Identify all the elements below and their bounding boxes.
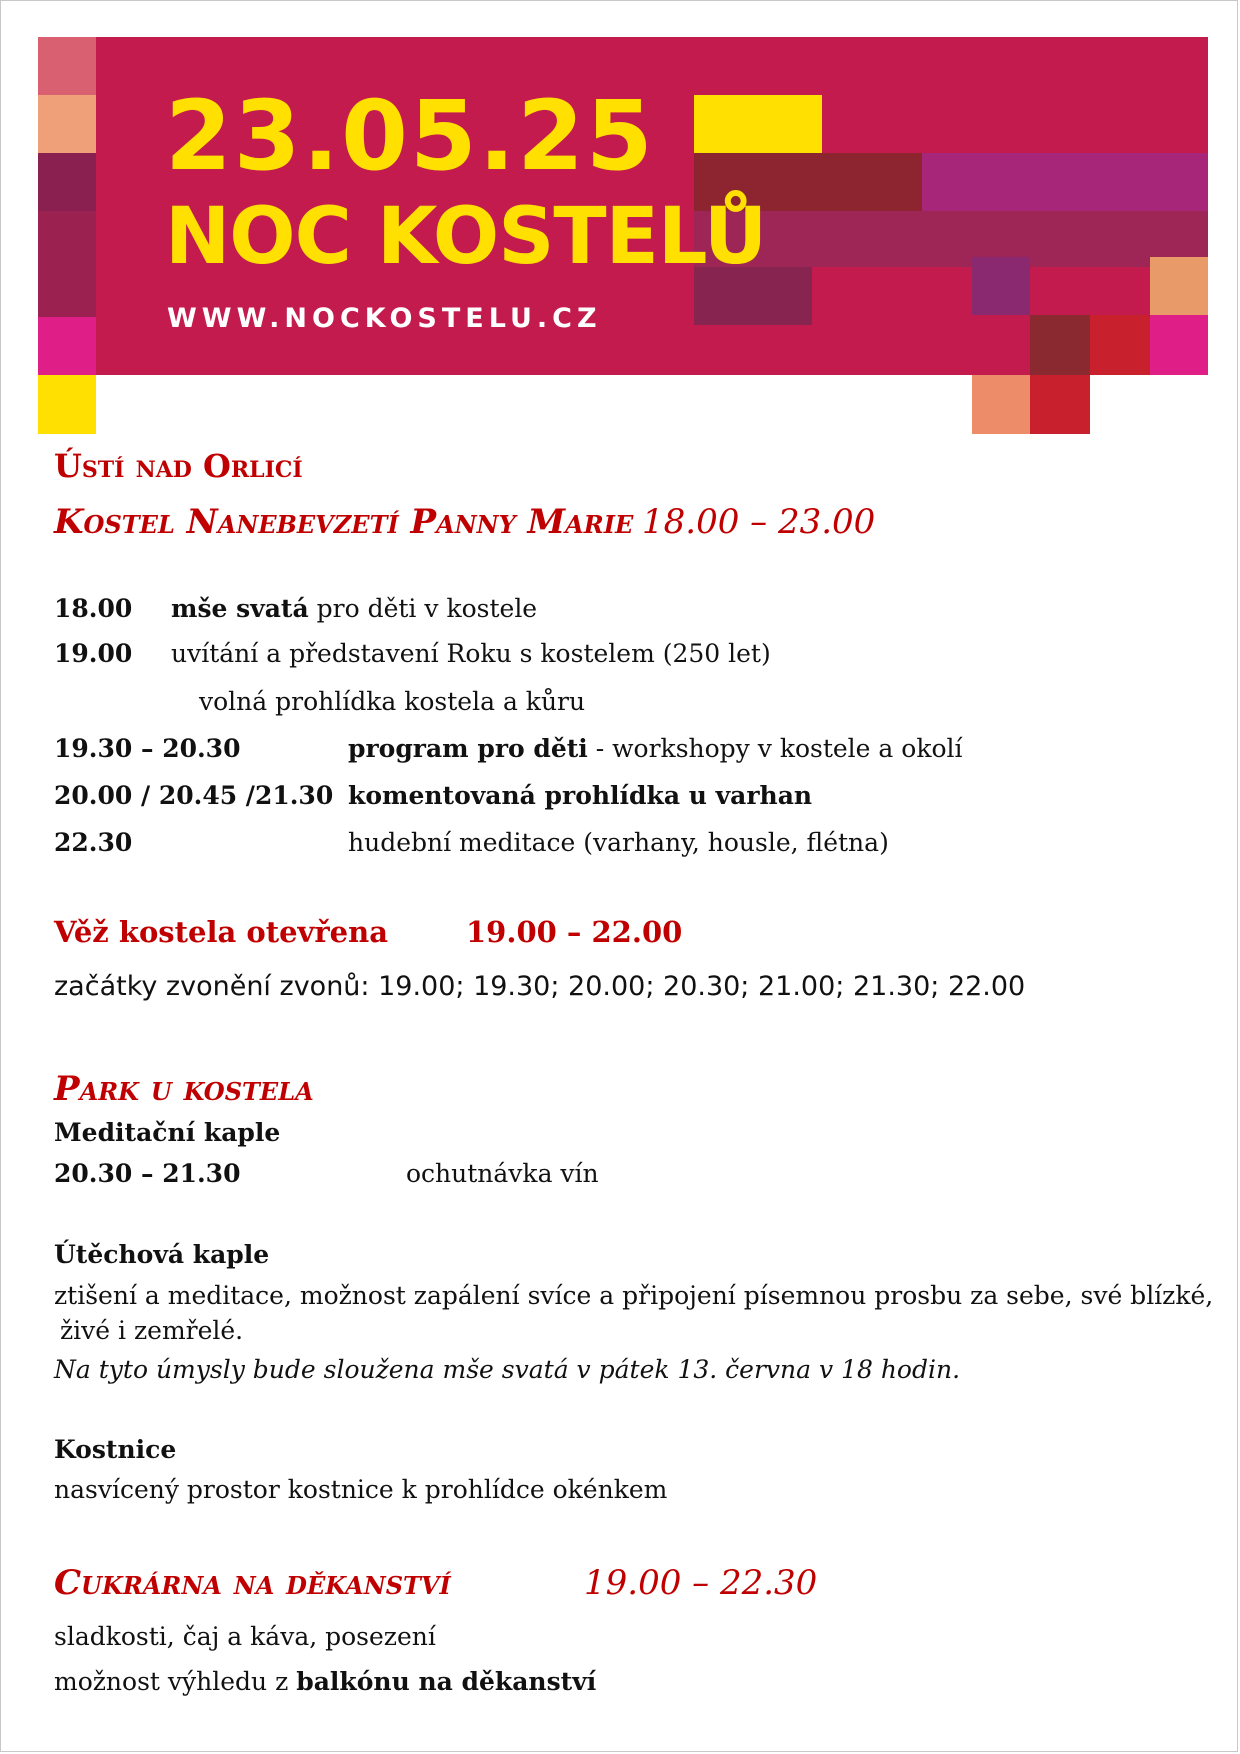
program-time: 19.00 bbox=[54, 639, 133, 668]
meditacni-time: 20.30 – 21.30 bbox=[54, 1159, 241, 1188]
utechova-heading: Útěchová kaple bbox=[54, 1240, 270, 1269]
program-item: uvítání a představení Roku s kostelem (250 let) bbox=[171, 639, 771, 668]
cukrarna-hours: 19.00 – 22.30 bbox=[584, 1563, 818, 1603]
program-time: 22.30 bbox=[54, 828, 133, 857]
kostnice-heading: Kostnice bbox=[54, 1435, 177, 1464]
bells-schedule: začátky zvonění zvonů: 19.00; 19.30; 20.00; 20.30; 21.00; 21.30; 22.00 bbox=[54, 971, 1026, 1002]
tower-hours: 19.00 – 22.00 bbox=[466, 915, 683, 949]
church-hours: 18.00 – 23.00 bbox=[642, 502, 876, 542]
program-item: program pro děti - workshopy v kostele a okolí bbox=[348, 734, 963, 763]
program-time: 19.30 – 20.30 bbox=[54, 734, 241, 763]
church-heading: Kostel Nanebevzetí Panny Marie bbox=[54, 502, 634, 542]
utechova-note: Na tyto úmysly bude sloužena mše svatá v pátek 13. června v 18 hodin. bbox=[54, 1355, 961, 1384]
meditacni-heading: Meditační kaple bbox=[54, 1118, 281, 1147]
kostnice-text: nasvícený prostor kostnice k prohlídce okénkem bbox=[54, 1475, 668, 1504]
cukrarna-text: možnost výhledu z balkónu na děkanství bbox=[54, 1667, 597, 1696]
cukrarna-text: sladkosti, čaj a káva, posezení bbox=[54, 1622, 436, 1651]
program-item: mše svatá pro děti v kostele bbox=[171, 594, 538, 623]
program-time: 20.00 / 20.45 /21.30 bbox=[54, 781, 334, 810]
event-date: 23.05.25 bbox=[165, 80, 655, 192]
program-item: hudební meditace (varhany, housle, flétna) bbox=[348, 828, 889, 857]
utechova-text: živé i zemřelé. bbox=[60, 1316, 244, 1345]
program-item: komentovaná prohlídka u varhan bbox=[348, 781, 813, 810]
tower-heading: Věž kostela otevřena bbox=[54, 915, 389, 949]
meditacni-text: ochutnávka vín bbox=[406, 1159, 599, 1188]
program-item: volná prohlídka kostela a kůru bbox=[199, 687, 586, 716]
event-title: NOC KOSTELŮ bbox=[165, 192, 767, 282]
program-time: 18.00 bbox=[54, 594, 133, 623]
utechova-text: ztišení a meditace, možnost zapálení svíce a připojení písemnou prosbu za sebe, své blízké, bbox=[54, 1281, 1214, 1310]
park-heading: Park u kostela bbox=[54, 1069, 314, 1109]
event-website: WWW.NOCKOSTELU.CZ bbox=[167, 303, 602, 334]
cukrarna-heading: Cukrárna na děkanství bbox=[54, 1563, 451, 1603]
town-heading: Ústí nad Orlicí bbox=[54, 447, 303, 485]
